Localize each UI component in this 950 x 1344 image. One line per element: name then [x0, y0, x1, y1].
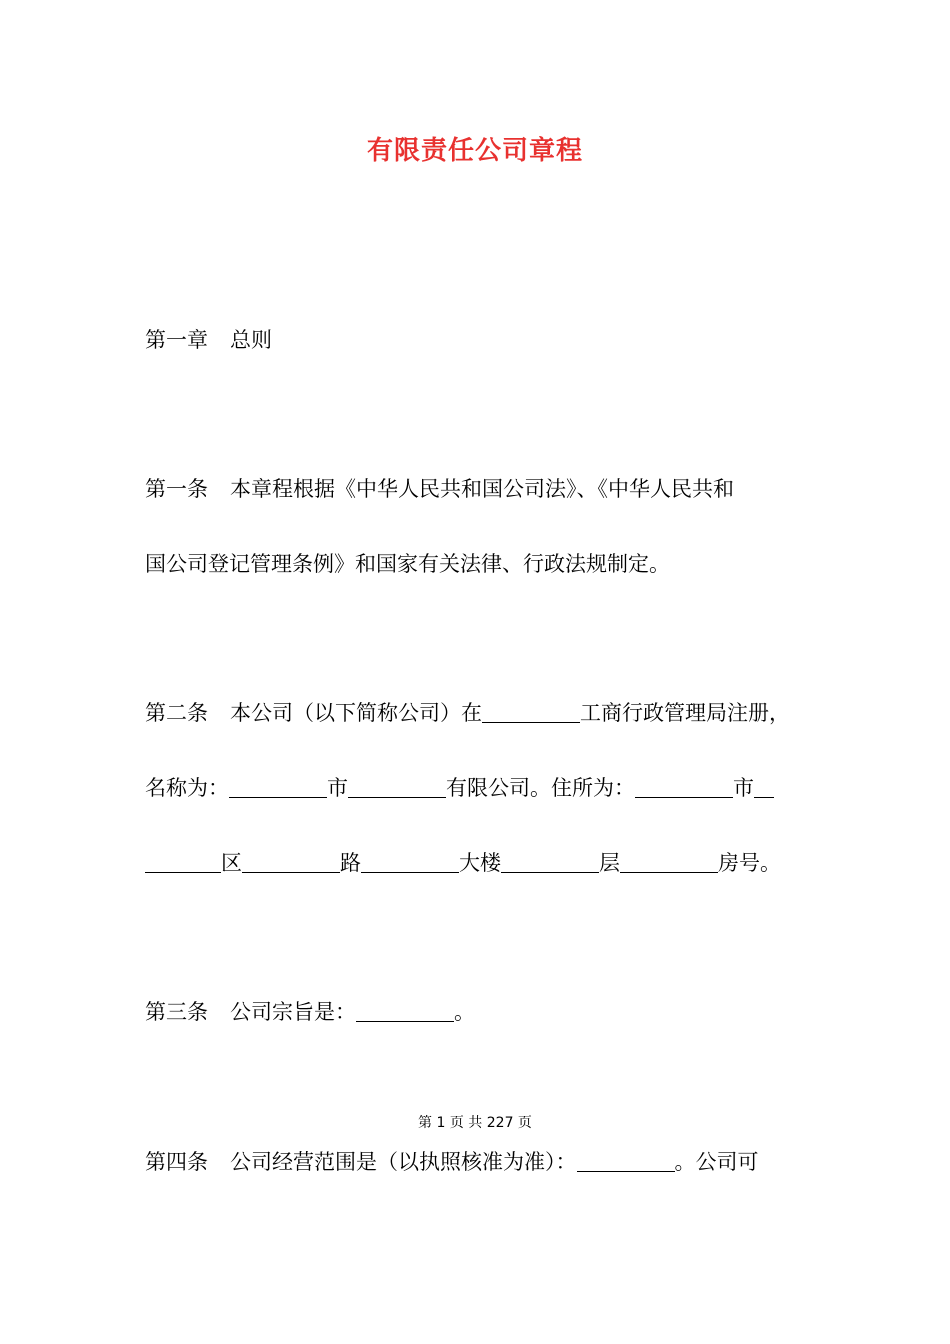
chapter-label: 第一章 [145, 328, 208, 352]
fill-blank [242, 850, 340, 873]
fill-blank [229, 775, 327, 798]
fill-blank [620, 850, 718, 873]
fill-blank [635, 775, 733, 798]
article-2-line-3 [145, 848, 781, 878]
article-3-label: 第三条 [145, 1000, 208, 1024]
article-2-text-2b: 市 [327, 776, 348, 800]
article-2-text-3a: 区 [221, 851, 242, 875]
article-3-text: 公司宗旨是： [230, 1000, 356, 1024]
article-1-text-1: 本章程根据《中华人民共和国公司法》、《中华人民共和 [230, 477, 734, 501]
article-4-line-1 [145, 1147, 759, 1177]
fill-blank [356, 999, 454, 1022]
fill-blank [577, 1149, 675, 1172]
page-number: 第 1 页 共 227 页 [418, 1115, 532, 1131]
article-2-text-2c: 有限公司。住所为： [446, 776, 635, 800]
chapter-heading [145, 325, 272, 355]
article-1-line-2 [145, 549, 670, 579]
fill-blank [145, 850, 221, 873]
article-4-end: 。公司可 [674, 1150, 759, 1174]
fill-blank [482, 700, 580, 723]
article-2-text-3e: 房号。 [718, 851, 781, 875]
article-1-label: 第一条 [145, 477, 208, 501]
article-2-text-1a: 本公司（以下简称公司）在 [230, 701, 482, 725]
article-2-label: 第二条 [145, 701, 208, 725]
fill-blank [348, 775, 446, 798]
article-2-line-2 [145, 773, 774, 803]
article-2-text-2a: 名称为： [145, 776, 229, 800]
article-4-text: 公司经营范围是（以执照核准为准）： [230, 1150, 577, 1174]
fill-blank [501, 850, 599, 873]
document-title: 有限责任公司章程 [366, 136, 583, 166]
article-2-text-2d: 市 [733, 776, 754, 800]
article-4-label: 第四条 [145, 1150, 208, 1174]
fill-blank [754, 775, 774, 798]
article-2-line-1 [145, 698, 790, 728]
chapter-name: 总则 [230, 328, 272, 352]
article-2-text-1b: 工商行政管理局注册， [580, 701, 790, 725]
article-3-line-1 [145, 997, 475, 1027]
article-2-text-3b: 路 [340, 851, 361, 875]
article-2-text-3c: 大楼 [459, 851, 501, 875]
fill-blank [361, 850, 459, 873]
article-1-text-2: 国公司登记管理条例》和国家有关法律、行政法规制定。 [145, 552, 670, 576]
article-2-text-3d: 层 [599, 851, 620, 875]
article-3-end: 。 [454, 1000, 475, 1024]
article-1-line-1 [145, 474, 734, 504]
